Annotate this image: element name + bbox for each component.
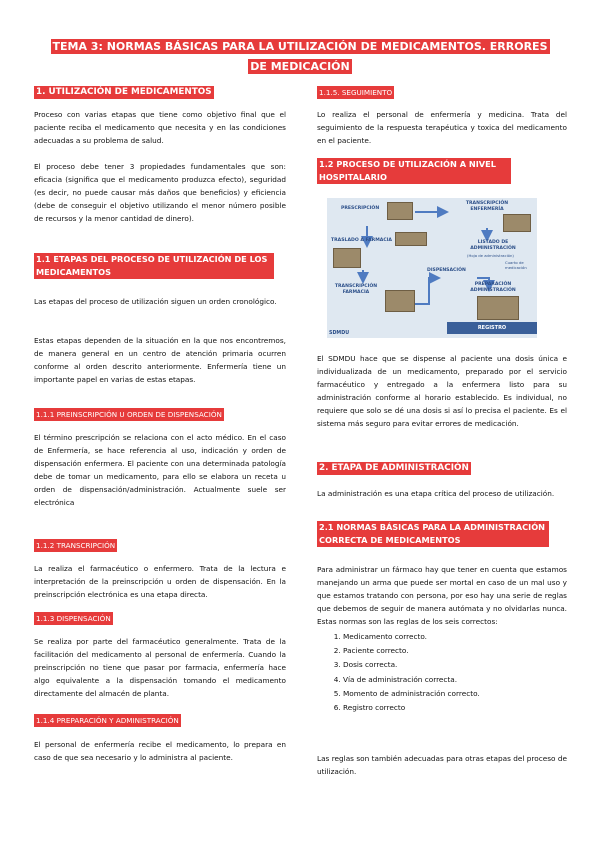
heading-1: 1. UTILIZACIÓN DE MEDICAMENTOS bbox=[36, 87, 212, 97]
diagram-photo bbox=[333, 248, 361, 268]
paragraph: Se realiza por parte del farmacéutico generalmente. Trata de la facilitación del medicamento al personal de enfermería. Cuando la preinscripción no tiene que pasar por farmacia, enfermería hace algo equivalente a la dispensación tomando el medicamento directamente del almacén de planta. bbox=[34, 637, 286, 698]
diagram-label: LISTADO DE ADMINISTRACIÓN bbox=[470, 240, 516, 251]
paragraph: El personal de enfermería recibe el medicamento, lo prepara en caso de que sea necesario y lo administra al paciente. bbox=[34, 740, 286, 762]
diagram-photo bbox=[477, 296, 519, 320]
heading-1-1-4: 1.1.4 PREPARACIÓN Y ADMINISTRACIÓN bbox=[36, 716, 179, 725]
paragraph: Las reglas son también adecuadas para otras etapas del proceso de utilización. bbox=[317, 754, 567, 776]
paragraph: Proceso con varias etapas que tiene como objetivo final que el paciente reciba el medicamento que necesita y en las condiciones adecuadas a su problema de salud. bbox=[34, 110, 286, 145]
diagram-photo bbox=[385, 290, 415, 312]
paragraph: El término prescripción se relaciona con el acto médico. En el caso de Enfermería, se hace referencia al uso, indicación y orden de dispensación enfermera. El paciente con una determinada patología debe de tomar un medicamento, para ello se elabora un receta u orden de dispensación/administración. Actualmente suele ser electrónica bbox=[34, 433, 286, 507]
diagram-photo bbox=[387, 202, 413, 220]
paragraph: El proceso debe tener 3 propiedades fundamentales que son: eficacia (significa que el medicamento produzca efecto), seguridad (es decir, no puede causar más daños que beneficios) y eficiencia (debe de conseguir el objetivo utilizando el menor número posible de recursos y la menor cantidad de dinero). bbox=[34, 162, 286, 223]
paragraph: Las etapas del proceso de utilización siguen un orden cronológico. bbox=[34, 297, 277, 306]
heading-2: 2. ETAPA DE ADMINISTRACIÓN bbox=[319, 463, 469, 473]
sdmdu-diagram bbox=[327, 198, 537, 338]
diagram-label: DISPENSACIÓN bbox=[427, 268, 466, 273]
list-item: 5. Momento de administración correcto. bbox=[343, 687, 583, 701]
paragraph: La realiza el farmacéutico o enfermero. Trata de la lectura e interpretación de la preinscripción u orden de dispensación. En la preinscripción electrónica es una etapa directa. bbox=[34, 564, 286, 599]
diagram-note: (Hoja de administración) bbox=[467, 253, 514, 258]
heading-1-1-3: 1.1.3 DISPENSACIÓN bbox=[36, 614, 111, 623]
list-item: 1. Medicamento correcto. bbox=[343, 630, 583, 644]
diagram-photo bbox=[395, 232, 427, 246]
heading-1-2: 1.2 PROCESO DE UTILIZACIÓN A NIVEL HOSPITALARIO bbox=[317, 158, 511, 184]
paragraph: Para administrar un fármaco hay que tener en cuenta que estamos manejando un arma que puede ser mortal en caso de un mal uso y que estamos tratando con persona, por eso hay una serie de reglas que debemos de seguir de manera autómata y no olvidarlas nunca. Estas normas son las reglas de los seis correctos: bbox=[317, 565, 567, 626]
diagram-label: TRASLADO A FARMACIA bbox=[331, 238, 392, 243]
paragraph: La administración es una etapa crítica del proceso de utilización. bbox=[317, 489, 555, 498]
paragraph: Estas etapas dependen de la situación en la que nos encontremos, de manera general en un centro de atención primaria ocurren conforme al orden descrito anteriormente. Enfermería tiene un importante papel en varias de estas etapas. bbox=[34, 336, 286, 384]
six-rights-list bbox=[317, 630, 583, 715]
diagram-label: TRANSCRIPCIÓN ENFERMERÍA bbox=[465, 201, 509, 212]
list-item: 3. Dosis correcta. bbox=[343, 658, 583, 672]
diagram-registro: REGISTRO bbox=[447, 322, 537, 334]
list-item: 6. Registro correcto bbox=[343, 701, 583, 715]
heading-1-1-1: 1.1.1 PREINSCRIPCIÓN U ORDEN DE DISPENSACIÓN bbox=[36, 410, 222, 419]
list-item: 4. Vía de administración correcta. bbox=[343, 673, 583, 687]
heading-1-1-5: 1.1.5. SEGUIMIENTO bbox=[319, 88, 393, 97]
list-item: 2. Paciente correcto. bbox=[343, 644, 583, 658]
paragraph: Lo realiza el personal de enfermería y medicina. Trata del seguimiento de la respuesta terapéutica y toxica del medicamento en el paciente. bbox=[317, 110, 567, 145]
diagram-label: PREPARACIÓN ADMINISTRACIÓN bbox=[470, 282, 516, 293]
diagram-note: Cuarto de medicación bbox=[505, 260, 527, 270]
page-title: TEMA 3: NORMAS BÁSICAS PARA LA UTILIZACIÓN DE MEDICAMENTOS. ERRORES DE MEDICACIÓN bbox=[52, 40, 548, 73]
heading-2-1: 2.1 NORMAS BÁSICAS PARA LA ADMINISTRACIÓN CORRECTA DE MEDICAMENTOS bbox=[317, 521, 549, 547]
diagram-photo bbox=[503, 214, 531, 232]
diagram-label: TRANSCRIPCIÓN FARMACIA bbox=[334, 284, 378, 295]
heading-1-1: 1.1 ETAPAS DEL PROCESO DE UTILIZACIÓN DE LOS MEDICAMENTOS bbox=[34, 253, 274, 279]
diagram-label: PRESCRIPCIÓN bbox=[341, 206, 380, 211]
paragraph: El SDMDU hace que se dispense al paciente una dosis única e individualizada de un medicamento, preparado por el servicio farmacéutico y entregado a la enfermera listo para su administración conforme al horario establecido. Es individual, no requiere que solo se dé una dosis si así lo precisa el paciente. Es el sistema más seguro para evitar errores de medicación. bbox=[317, 354, 567, 428]
heading-1-1-2: 1.1.2 TRANSCRIPCIÓN bbox=[36, 541, 116, 550]
diagram-label: SDMDU bbox=[329, 331, 350, 336]
